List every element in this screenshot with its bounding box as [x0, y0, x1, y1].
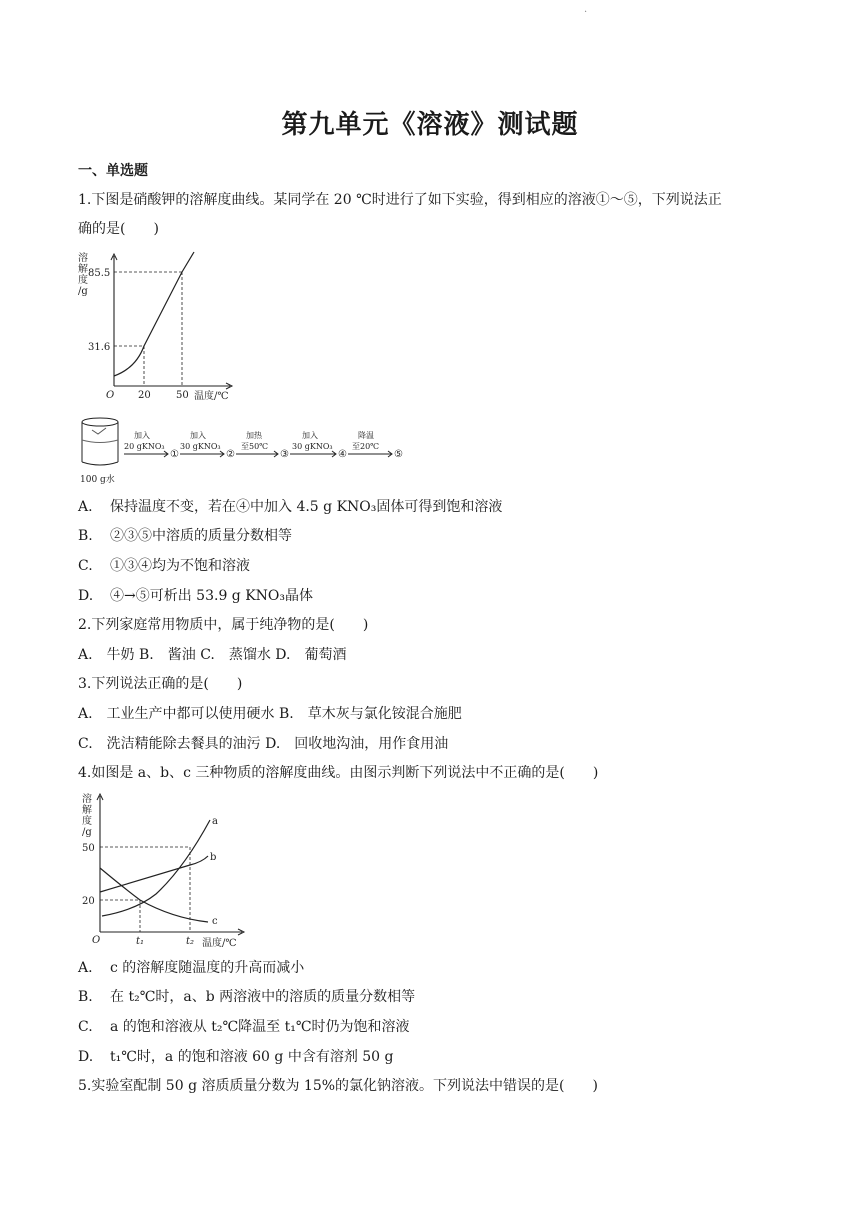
svg-text:①: ① — [170, 449, 179, 460]
curve-b — [100, 856, 208, 892]
chart2-xlabel: 温度/℃ — [202, 938, 237, 949]
svg-text:加入: 加入 — [302, 431, 318, 440]
chart2-ylabel-3: 度 — [82, 816, 92, 827]
chart2-ytick-20: 20 — [82, 896, 95, 907]
svg-text:⑤: ⑤ — [394, 449, 403, 460]
chart1-ylabel-1: 溶 — [78, 253, 88, 264]
svg-text:至50℃: 至50℃ — [241, 442, 269, 451]
chart1-origin: O — [106, 390, 115, 401]
chart1-xtick-20: 20 — [138, 390, 151, 401]
q3-options-line2[interactable]: C. 洗洁精能除去餐具的油污 D. 回收地沟油，用作食用油 — [78, 736, 449, 752]
q5-stem: 5.实验室配制 50 g 溶质质量分数为 15%的氯化钠溶液。下列说法中错误的是( ) — [78, 1078, 598, 1094]
svg-text:加入: 加入 — [190, 431, 206, 440]
chart1-xlabel: 温度/℃ — [194, 391, 229, 402]
q2-stem: 2.下列家庭常用物质中，属于纯净物的是( ) — [78, 617, 369, 633]
q1-stem-line2: 确的是( ) — [78, 221, 159, 237]
q1-option-d[interactable]: D. ④→⑤可析出 53.9 g KNO₃晶体 — [78, 588, 314, 604]
svg-text:至20℃: 至20℃ — [352, 442, 380, 451]
q4-stem: 4.如图是 a、b、c 三种物质的溶解度曲线。由图示判断下列说法中不正确的是( ) — [78, 765, 599, 781]
chart2-ylabel-2: 解 — [82, 805, 92, 816]
chart1-ytick-31: 31.6 — [88, 342, 111, 353]
q4-option-a[interactable]: A. c 的溶解度随温度的升高而减小 — [78, 960, 305, 976]
beaker-label: 100 g水 — [80, 475, 115, 485]
svg-text:降温: 降温 — [358, 431, 374, 440]
svg-text:30 gKNO₃: 30 gKNO₃ — [292, 442, 333, 451]
chart1-ytick-85: 85.5 — [88, 268, 111, 279]
q4-option-d[interactable]: D. t₁℃时，a 的饱和溶液 60 g 中含有溶剂 50 g — [78, 1049, 394, 1065]
q1-option-a[interactable]: A. 保持温度不变，若在④中加入 4.5 g KNO₃固体可得到饱和溶液 — [78, 499, 503, 515]
chart1-ylabel-4: /g — [78, 286, 88, 297]
kno3-solubility-chart — [76, 248, 246, 408]
page-title: 第九单元《溶液》测试题 — [281, 110, 579, 140]
q4-option-b[interactable]: B. 在 t₂℃时，a、b 两溶液中的溶质的质量分数相等 — [78, 989, 416, 1005]
q3-options-line1[interactable]: A. 工业生产中都可以使用硬水 B. 草木灰与氯化铵混合施肥 — [78, 706, 462, 722]
chart2-ylabel-4: /g — [82, 827, 92, 838]
svg-text:加入: 加入 — [134, 431, 150, 440]
q1-option-c[interactable]: C. ①③④均为不饱和溶液 — [78, 558, 250, 574]
section-heading: 一、单选题 — [78, 163, 148, 179]
chart2-origin: O — [92, 935, 101, 946]
q2-options[interactable]: A. 牛奶 B. 酱油 C. 蒸馏水 D. 葡萄酒 — [78, 647, 347, 663]
curve-c-label: c — [212, 916, 218, 927]
chart2-xtick-t2: t₂ — [186, 936, 195, 947]
chart1-ylabel-2: 解 — [78, 264, 88, 275]
curve-a-label: a — [212, 816, 218, 827]
q3-stem: 3.下列说法正确的是( ) — [78, 676, 243, 692]
chart2-xtick-t1: t₁ — [136, 936, 145, 947]
chart2-ytick-50: 50 — [82, 843, 95, 854]
svg-text:30 gKNO₃: 30 gKNO₃ — [180, 442, 221, 451]
q1-stem-line1: 1.下图是硝酸钾的溶解度曲线。某同学在 20 ℃时进行了如下实验，得到相应的溶液①～⑤，下列说法正 — [78, 192, 722, 208]
curve-a — [102, 820, 210, 916]
svg-text:④: ④ — [338, 449, 347, 460]
chart1-xtick-50: 50 — [176, 390, 189, 401]
chart1-ylabel-3: 度 — [78, 275, 88, 286]
q4-option-c[interactable]: C. a 的饱和溶液从 t₂℃降温至 t₁℃时仍为饱和溶液 — [78, 1019, 410, 1035]
experiment-flow-diagram — [76, 412, 416, 486]
q1-option-b[interactable]: B. ②③⑤中溶质的质量分数相等 — [78, 528, 292, 544]
svg-text:②: ② — [226, 449, 235, 460]
svg-text:③: ③ — [280, 449, 289, 460]
abc-solubility-chart — [76, 790, 256, 952]
svg-text:20 gKNO₃: 20 gKNO₃ — [124, 442, 165, 451]
header-dot: . — [584, 4, 588, 15]
curve-b-label: b — [210, 852, 217, 863]
svg-text:加热: 加热 — [246, 431, 262, 440]
chart2-ylabel-1: 溶 — [82, 794, 92, 805]
